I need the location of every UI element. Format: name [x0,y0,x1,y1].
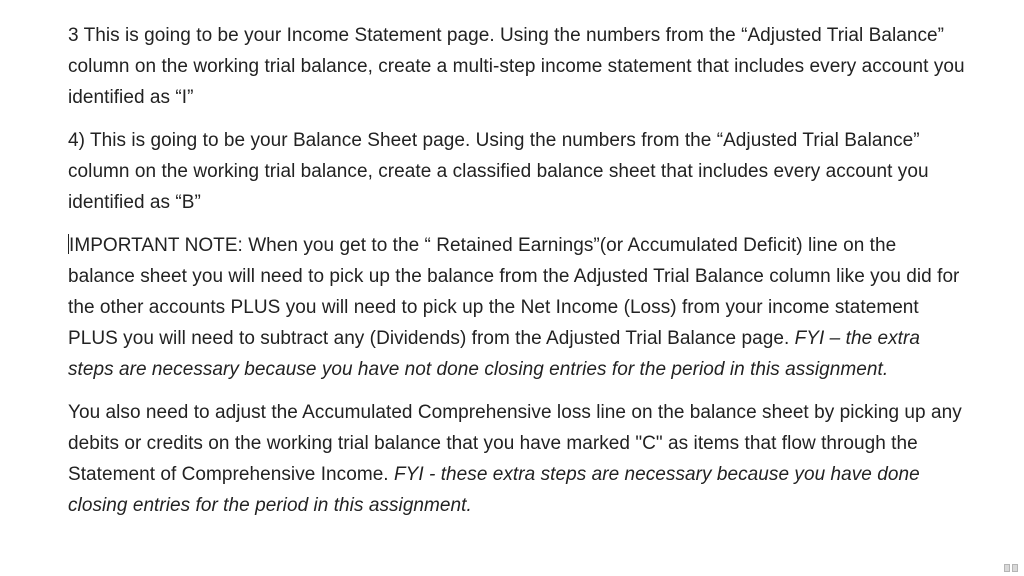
paragraph-italic-note: FYI – the extra steps are necessary because you have not done closing entries for the period in this assignment. [68,328,921,380]
paragraph-text: 3 This is going to be your Income Statement page. Using the numbers from the “Adjusted Trial Balance” column on the working trial balance, create a multi-step income statement that includes every account you identified as “I” [68,25,965,108]
resize-handle-left [1004,564,1010,572]
paragraph-text: IMPORTANT NOTE: When you get to the “ Retained Earnings”(or Accumulated Deficit) line on the balance sheet you will need to pick up the balance from the Adjusted Trial Balance column like you did for the other accounts PLUS you will need to pick up the Net Income (Loss) from your income statement PLUS you will need to subtract any (Dividends) from the Adjusted Trial Balance page. [68,235,960,349]
paragraph-italic-note: FYI - these extra steps are necessary because you have done closing entries for the period in this assignment. [68,464,920,516]
paragraph-comprehensive-loss [68,397,968,521]
resize-handle-right [1012,564,1018,572]
paragraph-balance-sheet [68,125,968,218]
paragraph-text: 4) This is going to be your Balance Sheet page. Using the numbers from the “Adjusted Trial Balance” column on the working trial balance, create a classified balance sheet that includes every account you identified as “B” [68,130,929,213]
paragraph-text: You also need to adjust the Accumulated Comprehensive loss line on the balance sheet by picking up any debits or credits on the working trial balance that you have marked "C" as items that flow through the Statement of Comprehensive Income. [68,402,962,485]
resize-handle-icon[interactable] [1004,564,1018,572]
paragraph-important-note[interactable] [68,230,968,385]
document-body [68,20,968,533]
paragraph-income-statement [68,20,968,113]
